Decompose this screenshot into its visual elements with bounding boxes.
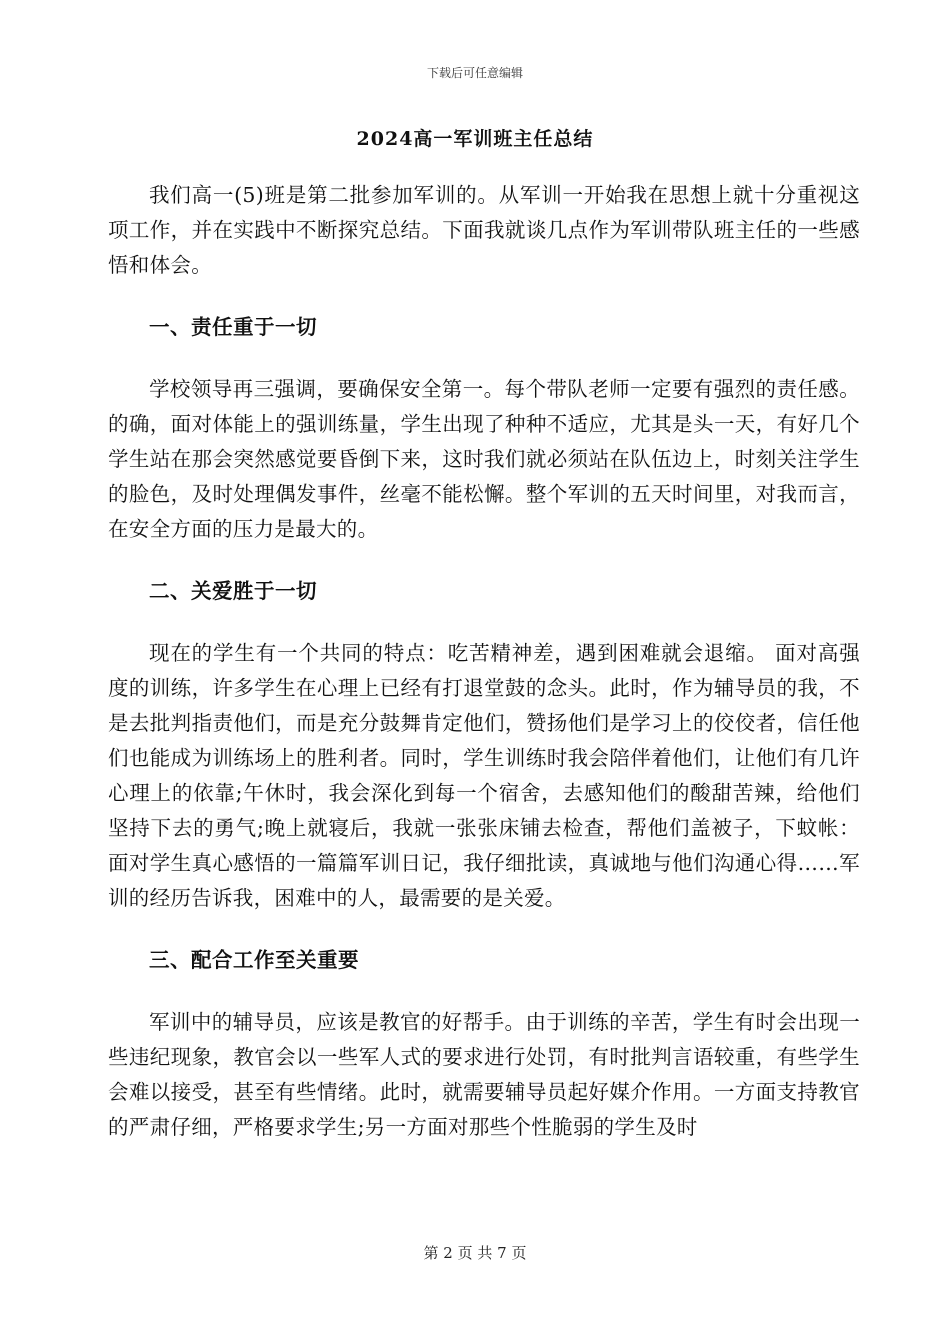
section-body-care: 现在的学生有一个共同的特点：吃苦精神差，遇到困难就会退缩。 面对高强度的训练，许多学生在心理上已经有打退堂鼓的念头。此时，作为辅导员的我，不是去批判指责他们，而是充分鼓舞肯定他们，赞扬他们是学习上的佼佼者，信任他们也能成为训练场上的胜利者。同时，学生训练时我会陪伴着他们，让他们有几许心理上的依靠;午休时，我会深化到每一个宿舍，去感知他们的酸甜苦辣，给他们坚持下去的勇气;晚上就寝后，我就一张张床铺去检查，帮他们盖被子，下蚊帐：面对学生真心感悟的一篇篇军训日记，我仔细批读，真诚地与他们沟通心得……军训的经历告诉我，困难中的人，最需要的是关爱。 [108,641,860,910]
header-note: 下载后可任意编辑 [426,66,523,80]
section-body-responsibility: 学校领导再三强调，要确保安全第一。每个带队老师一定要有强烈的责任感。的确，面对体能上的强训练量，学生出现了种种不适应，尤其是头一天，有好几个学生站在那会突然感觉要昏倒下来，这时我们就必须站在队伍边上，时刻关注学生的脸色，及时处理偶发事件，丝毫不能松懈。整个军训的五天时间里，对我而言，在安全方面的压力是最大的。 [108,377,860,541]
section-heading-care: 二、关爱胜于一切 [149,579,317,603]
section-heading-responsibility: 一、责任重于一切 [149,315,317,339]
section-heading-cooperation: 三、配合工作至关重要 [149,948,359,972]
document-body [108,178,860,1145]
intro-paragraph: 我们高一(5)班是第二批参加军训的。从军训一开始我在思想上就十分重视这项工作，并在实践中不断探究总结。下面我就谈几点作为军训带队班主任的一些感悟和体会。 [108,183,860,277]
document-title: 2024高一军训班主任总结 [356,128,594,150]
section-body-cooperation: 军训中的辅导员，应该是教官的好帮手。由于训练的辛苦，学生有时会出现一些违纪现象，教官会以一些军人式的要求进行处罚，有时批判言语较重，有些学生会难以接受，甚至有些情绪。此时，就需要辅导员起好媒介作用。一方面支持教官的严肃仔细，严格要求学生;另一方面对那些个性脆弱的学生及时 [108,1010,860,1139]
page-number: 第 2 页 共 7 页 [423,1244,527,1262]
